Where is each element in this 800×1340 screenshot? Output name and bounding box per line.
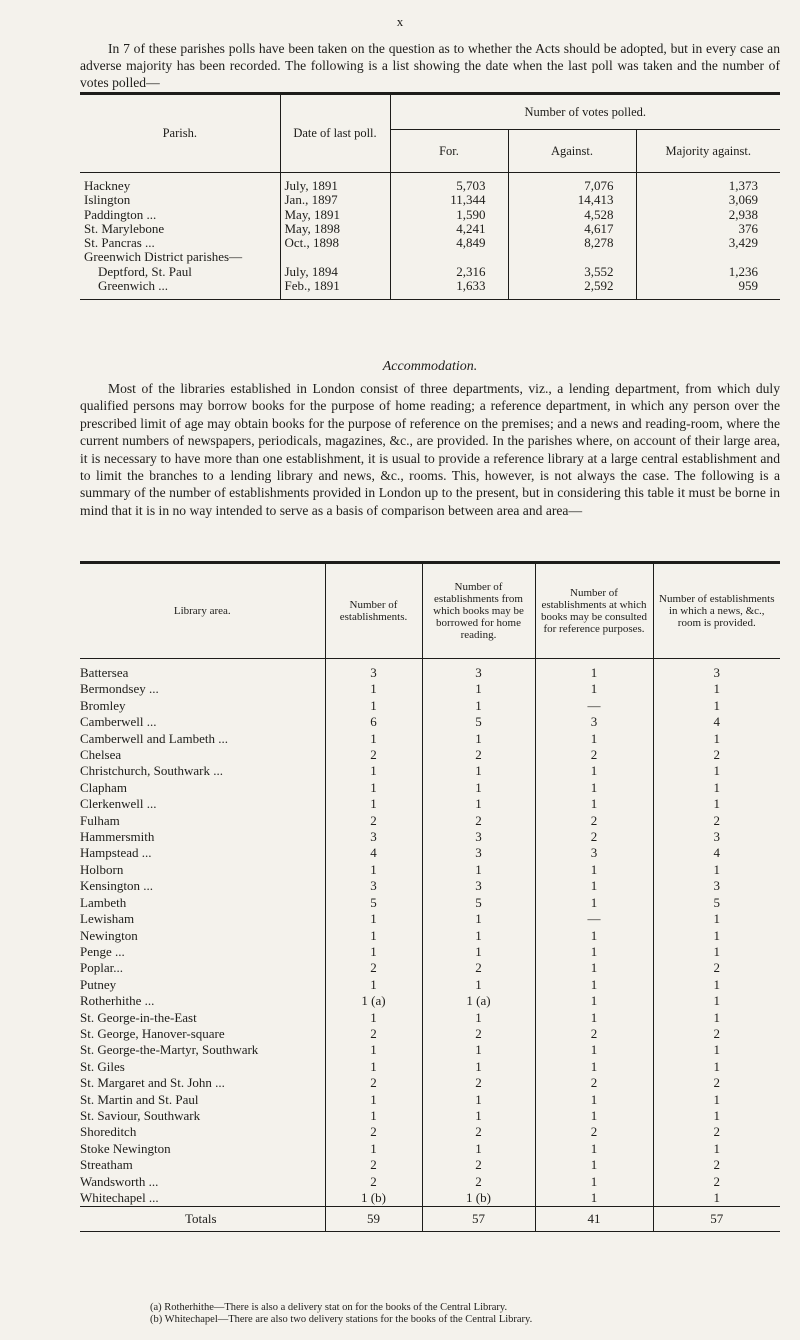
news-room-cell: 1 [653,1108,780,1124]
library-area-cell: Battersea [80,665,129,680]
majority-cell: 959 [636,279,780,300]
date-cell: Oct., 1898 [280,236,390,250]
table-row [80,1141,780,1157]
header-library-area: Library area. [80,563,325,659]
news-room-cell: 5 [653,895,780,911]
lending-cell: 1 [422,862,535,878]
reference-cell: 2 [535,829,653,845]
establishments-cell: 1 [325,1141,422,1157]
header-votes-group: Number of votes polled. [390,94,780,130]
against-cell [508,250,636,264]
library-area-cell: Chelsea [80,747,122,763]
table-row [80,960,780,976]
library-area-cell: St. Giles [80,1058,125,1074]
lending-cell: 2 [422,960,535,976]
reference-cell: 2 [535,813,653,829]
news-room-cell: 2 [653,813,780,829]
lending-cell: 1 [422,977,535,993]
header-parish: Parish. [80,94,280,173]
establishments-cell: 1 [325,731,422,747]
library-area-cell: Wandsworth ... [80,1173,159,1189]
establishments-cell: 2 [325,1026,422,1042]
against-cell: 2,592 [508,279,636,300]
lending-cell: 2 [422,1174,535,1190]
news-room-cell: 1 [653,763,780,779]
header-date: Date of last poll. [280,94,390,173]
table-row [80,173,780,194]
news-room-cell: 1 [653,1010,780,1026]
news-room-cell: 1 [653,1042,780,1058]
library-area-cell: Streatham [80,1157,133,1173]
lending-cell: 1 [422,796,535,812]
totals-label: Totals [80,1207,325,1232]
lending-cell: 5 [422,895,535,911]
lending-cell: 1 [422,1059,535,1075]
establishments-cell: 1 (b) [325,1190,422,1207]
establishments-cell: 1 [325,862,422,878]
library-area-cell: Bromley [80,697,126,713]
lending-cell: 2 [422,747,535,763]
news-room-cell: 1 [653,698,780,714]
accommodation-paragraph: Most of the libraries established in London consist of three departments, viz., a lending department, from which duly qualified persons may borrow books for the purpose of home reading; a reference department, in which any person over the prescribed limit of age may obtain books for the purpose of reference on the premises; and a news and reading-room, where the current numbers of newspapers, periodicals, magazines, &c., are provided. In the parishes where, on account of their large area, it is necessary to have more than one establishment, it is usual to provide a reference library at a large central establishment and to limit the branches to a lending library and news, &c., rooms. This, however, is not always the case. The following is a summary of the number of establishments provided in London up to the present, but in considering this table it must be borne in mind that it is in no way intended to serve as a basis of comparison between area and area— [80,381,780,518]
table-row [80,895,780,911]
news-room-cell: 1 [653,977,780,993]
page-number: x [396,14,404,29]
reference-cell: 1 [535,1059,653,1075]
for-cell: 1,590 [390,208,508,222]
news-room-cell: 1 [653,944,780,960]
library-area-cell: Rotherhithe ... [80,993,155,1009]
lending-cell: 1 [422,698,535,714]
news-room-cell: 2 [653,960,780,976]
table-row [80,208,780,222]
parish-cell: Greenwich District parishes— [84,249,243,265]
lending-cell: 2 [422,1124,535,1140]
footnote-a: (a) Rotherhithe—There is also a delivery stat on for the books of the Central Library. [150,1302,508,1313]
date-cell: July, 1894 [280,265,390,279]
totals-row [80,1207,780,1232]
establishments-cell: 3 [325,878,422,894]
table-row [80,193,780,207]
date-cell: Feb., 1891 [280,279,390,300]
majority-cell: 3,069 [636,193,780,207]
majority-cell: 1,373 [636,173,780,194]
reference-cell: 2 [535,1075,653,1091]
lending-cell: 2 [422,1026,535,1042]
establishments-cell: 6 [325,714,422,730]
library-area-cell: Lambeth [80,894,127,910]
parish-cell: Deptford, St. Paul [98,263,192,279]
reference-cell: 1 [535,1108,653,1124]
lending-cell: 3 [422,878,535,894]
news-room-cell: 1 [653,780,780,796]
lending-cell: 5 [422,714,535,730]
majority-cell: 2,938 [636,208,780,222]
library-area-cell: Lewisham [80,911,135,927]
table-row [80,1026,780,1042]
library-area-cell: Newington [80,927,138,943]
library-area-cell: St. George-the-Martyr, Southwark [80,1042,259,1058]
library-area-cell: Camberwell ... [80,714,157,730]
lending-cell: 1 [422,780,535,796]
establishments-cell: 1 (a) [325,993,422,1009]
reference-cell: 1 [535,895,653,911]
table-row [80,1075,780,1091]
total-news-room: 57 [653,1207,780,1232]
against-cell: 4,528 [508,208,636,222]
footnote-b: (b) Whitechapel—There are also two delivery stations for the books of the Central Library. [150,1314,533,1325]
establishments-cell: 4 [325,845,422,861]
table-row [80,813,780,829]
table-row [80,1124,780,1140]
reference-cell: 2 [535,747,653,763]
table-row [80,265,780,279]
library-area-cell: Kensington ... [80,878,153,894]
header-reference: Number of establishments at which books may be consulted for reference purposes. [535,563,653,659]
majority-cell [636,250,780,264]
library-area-cell: St. Martin and St. Paul [80,1091,199,1107]
news-room-cell: 3 [653,829,780,845]
library-area-cell: Penge ... [80,943,125,959]
against-cell: 7,076 [508,173,636,194]
lending-cell: 1 (b) [422,1190,535,1207]
news-room-cell: 1 [653,911,780,927]
news-room-cell: 1 [653,928,780,944]
table-row [80,714,780,730]
lending-cell: 1 [422,928,535,944]
for-cell: 4,241 [390,222,508,236]
news-room-cell: 4 [653,845,780,861]
reference-cell: 1 [535,1092,653,1108]
parish-cell: St. Marylebone [84,220,165,236]
for-cell: 2,316 [390,265,508,279]
reference-cell: 1 [535,763,653,779]
table-row [80,878,780,894]
reference-cell: 1 [535,796,653,812]
reference-cell: 3 [535,714,653,730]
reference-cell: 1 [535,928,653,944]
lending-cell: 1 [422,1108,535,1124]
reference-cell: — [535,911,653,927]
reference-cell: 1 [535,944,653,960]
for-cell: 5,703 [390,173,508,194]
reference-cell: 1 [535,960,653,976]
parish-cell: Greenwich ... [80,279,280,300]
reference-cell: 1 [535,1157,653,1173]
lending-cell: 3 [422,659,535,682]
table-row [80,250,780,264]
news-room-cell: 2 [653,1026,780,1042]
news-room-cell: 1 [653,1141,780,1157]
establishments-cell: 1 [325,1059,422,1075]
establishments-cell: 2 [325,1174,422,1190]
reference-cell: 1 [535,780,653,796]
for-cell: 4,849 [390,236,508,250]
table-row [80,780,780,796]
news-room-cell: 1 [653,993,780,1009]
lending-cell: 1 [422,681,535,697]
establishments-cell: 3 [325,659,422,682]
establishments-cell: 1 [325,698,422,714]
table-row [80,698,780,714]
table-row [80,1190,780,1207]
table-row [80,1174,780,1190]
reference-cell: 2 [535,1026,653,1042]
against-cell: 4,617 [508,222,636,236]
parish-cell: Hackney [84,178,131,193]
parish-cell: Islington [84,192,131,208]
reference-cell: 1 [535,731,653,747]
reference-cell: 1 [535,1141,653,1157]
header-against: Against. [508,130,636,173]
establishments-cell: 1 [325,928,422,944]
footnotes [150,1302,790,1326]
news-room-cell: 2 [653,1174,780,1190]
reference-cell: 1 [535,878,653,894]
library-area-cell: Bermondsey ... [80,681,159,697]
parish-cell: St. Pancras ... [84,235,155,251]
lending-cell: 1 (a) [422,993,535,1009]
lending-cell: 1 [422,763,535,779]
for-cell [390,250,508,264]
news-room-cell: 1 [653,681,780,697]
establishments-cell: 2 [325,1075,422,1091]
lending-cell: 3 [422,845,535,861]
library-area-cell: Hampstead ... [80,845,152,861]
reference-cell: 1 [535,1042,653,1058]
lending-cell: 2 [422,1075,535,1091]
lending-cell: 1 [422,731,535,747]
news-room-cell: 3 [653,878,780,894]
table-row [80,1010,780,1026]
table-row [80,911,780,927]
date-cell [280,250,390,264]
lending-cell: 1 [422,1141,535,1157]
against-cell: 8,278 [508,236,636,250]
total-establishments: 59 [325,1207,422,1232]
establishments-cell: 1 [325,1010,422,1026]
establishments-cell: 2 [325,747,422,763]
news-room-cell: 1 [653,1190,780,1207]
library-area-cell: Whitechapel ... [80,1190,159,1205]
establishments-cell: 1 [325,780,422,796]
reference-cell: 1 [535,1190,653,1207]
table-row [80,236,780,250]
establishments-cell: 1 [325,796,422,812]
establishments-cell: 2 [325,813,422,829]
reference-cell: — [535,698,653,714]
news-room-cell: 1 [653,862,780,878]
against-cell: 3,552 [508,265,636,279]
table-row [80,659,780,682]
library-area-cell: Holborn [80,861,124,877]
library-area-cell: St. George, Hanover-square [80,1025,225,1041]
for-cell: 1,633 [390,279,508,300]
establishments-table [80,561,780,1232]
table-row [80,747,780,763]
table-row [80,1108,780,1124]
establishments-cell: 5 [325,895,422,911]
library-area-cell: Camberwell and Lambeth ... [80,730,229,746]
table-row [80,796,780,812]
library-area-cell: St. Margaret and St. John ... [80,1075,225,1091]
establishments-cell: 1 [325,911,422,927]
intro-paragraph: In 7 of these parishes polls have been taken on the question as to whether the Acts should be adopted, but in every case an adverse majority has been recorded. The following is a list showing the date when the last poll was taken and the number of votes polled— [80,41,780,90]
lending-cell: 1 [422,1010,535,1026]
news-room-cell: 1 [653,796,780,812]
majority-cell: 1,236 [636,265,780,279]
header-establishments: Number of establishments. [325,563,422,659]
table-row [80,1092,780,1108]
establishments-cell: 1 [325,977,422,993]
establishments-cell: 1 [325,1092,422,1108]
library-area-cell: Poplar... [80,960,123,976]
table-row [80,1042,780,1058]
reference-cell: 1 [535,993,653,1009]
table-row [80,993,780,1009]
news-room-cell: 3 [653,659,780,682]
reference-cell: 1 [535,659,653,682]
news-room-cell: 1 [653,1059,780,1075]
library-area-cell: Christchurch, Southwark ... [80,763,223,779]
date-cell: May, 1891 [280,208,390,222]
news-room-cell: 2 [653,1157,780,1173]
total-lending: 57 [422,1207,535,1232]
table-row [80,928,780,944]
date-cell: May, 1898 [280,222,390,236]
news-room-cell: 4 [653,714,780,730]
total-reference: 41 [535,1207,653,1232]
reference-cell: 1 [535,1174,653,1190]
lending-cell: 1 [422,911,535,927]
establishments-table-body [80,659,780,1232]
reference-cell: 1 [535,977,653,993]
table-row [80,977,780,993]
lending-cell: 1 [422,1092,535,1108]
majority-cell: 376 [636,222,780,236]
header-news-room: Number of establishments in which a news, &c., room is provided. [653,563,780,659]
library-area-cell: Clerkenwell ... [80,796,157,812]
establishments-cell: 1 [325,944,422,960]
header-majority: Majority against. [636,130,780,173]
table-row [80,829,780,845]
reference-cell: 1 [535,681,653,697]
establishments-cell: 2 [325,1157,422,1173]
establishments-cell: 1 [325,681,422,697]
lending-cell: 1 [422,944,535,960]
reference-cell: 3 [535,845,653,861]
library-area-cell: Putney [80,976,117,992]
header-for: For. [390,130,508,173]
establishments-cell: 3 [325,829,422,845]
reference-cell: 1 [535,862,653,878]
against-cell: 14,413 [508,193,636,207]
table-row [80,1157,780,1173]
table-row [80,845,780,861]
news-room-cell: 2 [653,1075,780,1091]
date-cell: July, 1891 [280,173,390,194]
library-area-cell: St. George-in-the-East [80,1009,197,1025]
lending-cell: 2 [422,1157,535,1173]
establishments-cell: 2 [325,1124,422,1140]
establishments-cell: 1 [325,1108,422,1124]
polls-table-body [80,173,780,300]
library-area-cell: Stoke Newington [80,1140,171,1156]
library-area-cell: Shoreditch [80,1124,137,1140]
reference-cell: 1 [535,1010,653,1026]
date-cell: Jan., 1897 [280,193,390,207]
table-row [80,731,780,747]
lending-cell: 2 [422,813,535,829]
table-row [80,681,780,697]
table-row [80,944,780,960]
establishments-cell: 1 [325,763,422,779]
header-lending: Number of establishments from which books may be borrowed for home reading. [422,563,535,659]
table-row [80,763,780,779]
lending-cell: 1 [422,1042,535,1058]
lending-cell: 3 [422,829,535,845]
library-area-cell: Fulham [80,812,120,828]
library-area-cell: Clapham [80,779,127,795]
for-cell: 11,344 [390,193,508,207]
polls-table [80,92,780,300]
table-row [80,1059,780,1075]
table-row [80,222,780,236]
majority-cell: 3,429 [636,236,780,250]
library-area-cell: St. Saviour, Southwark [80,1107,201,1123]
parish-cell: Paddington ... [84,206,157,222]
establishments-cell: 1 [325,1042,422,1058]
news-room-cell: 2 [653,1124,780,1140]
reference-cell: 2 [535,1124,653,1140]
news-room-cell: 2 [653,747,780,763]
news-room-cell: 1 [653,731,780,747]
establishments-cell: 2 [325,960,422,976]
section-heading: Accommodation. [382,359,478,374]
table-row [80,279,780,300]
table-row [80,862,780,878]
library-area-cell: Hammersmith [80,829,155,845]
news-room-cell: 1 [653,1092,780,1108]
